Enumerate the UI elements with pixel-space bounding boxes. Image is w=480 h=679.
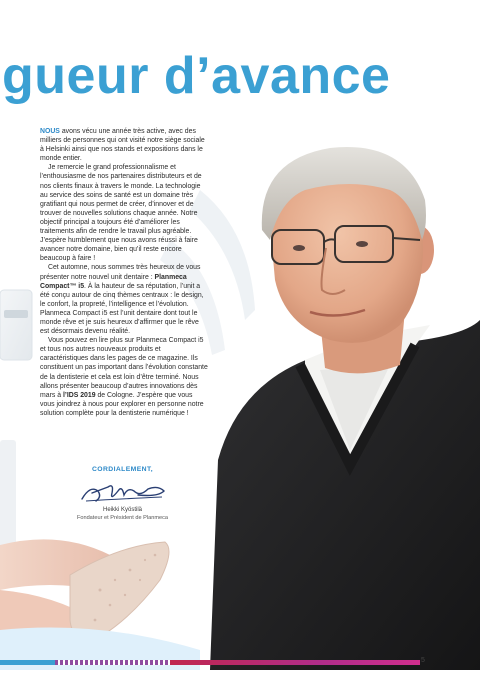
editorial-text <box>40 127 208 418</box>
closing-salutation: CORDIALEMENT, <box>91 466 154 473</box>
founder-portrait-photo <box>200 130 480 670</box>
signatory-name: Heikki Kyöstilä <box>102 507 142 513</box>
footer-bar-blue-segment <box>0 660 55 665</box>
paragraph-text: Vous pouvez en lire plus sur Planmeca Compact i5 et tous nos autres nouveaux produits et caractéristiques dans les pages de ce magazine. Ils constituent un pas important dans l’évolution constante de la dentisterie et cela est loin d’être terminé. Nous allons présenter beaucoup d’autres innovations dès mars à <box>40 337 208 399</box>
page-headline: gueur d’avance <box>2 47 391 105</box>
article-paragraph <box>40 263 208 336</box>
page-number: 5 <box>421 657 425 664</box>
product-name: Planmeca Compact™ i5 <box>40 273 187 290</box>
footer-bar-dashed-segment <box>55 660 170 665</box>
article-paragraph <box>40 336 208 418</box>
article-paragraph: Je remercie le grand professionnalisme et l’enthousiasme de nos partenaires distributeurs et de nos clients finaux à travers le monde. La technologie au service des soins de santé est un domaine très gratifiant qui nous permet de créer, d’innover et de trouver de nouvelles solutions chaque année. Notre objectif principal a toujours été d’améliorer les traitements afin de rendre le travail plus agréable. J’espère humblement que nous avons réussi à faire avancer notre domaine, bien qu’il reste encore beaucoup à faire ! <box>40 164 202 263</box>
handwritten-signature <box>78 477 168 505</box>
article-paragraph <box>40 127 208 163</box>
footer-bar-gradient-segment <box>170 660 420 665</box>
closing-block <box>60 466 185 522</box>
lead-word: NOUS <box>40 128 60 135</box>
paragraph-text: de Cologne. J’espère que vous vous joindrez à nous pour explorer en personne notre solution complète pour la dentisterie numérique ! <box>40 391 204 417</box>
footer-color-bar <box>0 660 420 665</box>
paragraph-text: avons vécu une année très active, avec des milliers de personnes qui ont visité notre siège sociale à Helsinki ainsi que nos stands et expositions dans le monde entier. <box>40 128 205 163</box>
paragraph-text: . À la hauteur de sa réputation, l’unit a été conçu autour de cinq thèmes centraux : le design, le confort, la propreté, l’intelligence et l’évolution. Planmeca Compact i5 est l’unit dentaire dont tout le monde rêve et je suis heureux d’affirmer que le rêve est désormais devenu réalité. <box>40 282 204 336</box>
paragraph-text: Cet automne, nous sommes très heureux de vous présenter notre nouvel unit dentaire : <box>40 264 201 281</box>
event-name: l’IDS 2019 <box>62 391 96 399</box>
signatory-title: Fondateur et Président de Planmeca <box>76 514 169 521</box>
